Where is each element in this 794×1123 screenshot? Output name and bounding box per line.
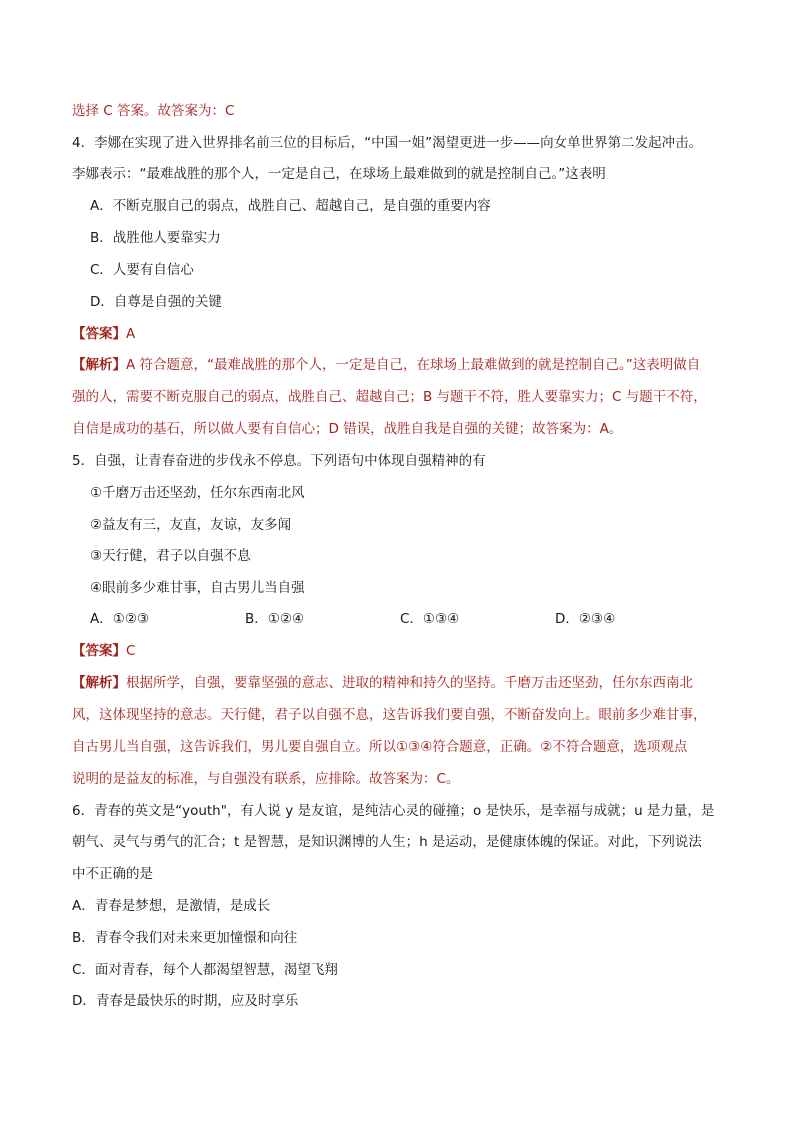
analysis-tag: 【解析】 <box>72 675 126 691</box>
q4-analysis-line-3: 自信是成功的基石，所以做人要有自信心；D 错误，战胜自我是自强的关键；故答案为：A。 <box>72 421 623 437</box>
q5-choice-a: A．①②③ <box>90 611 150 627</box>
q4-answer <box>72 324 135 344</box>
q4-analysis-line-2: 强的人，需要不断克服自己的弱点，战胜自己、超越自己；B 与题干不符，胜人要靠实力；C 与题干不符， <box>72 389 707 405</box>
q5-stem: 5．自强，让青春奋进的步伐永不停息。下列语句中体现自强精神的有 <box>72 453 486 469</box>
q6-option-d: D．青春是最快乐的时期，应及时享乐 <box>72 993 299 1009</box>
q5-choice-d: D．②③④ <box>555 611 616 627</box>
q6-option-b: B．青春令我们对未来更加憧憬和向往 <box>72 930 298 946</box>
q5-analysis-line-3: 自古男儿当自强，这告诉我们，男儿要自强自立。所以①③④符合题意，正确。②不符合题意，选项观点 <box>72 739 688 755</box>
q6-option-a: A．青春是梦想，是激情，是成长 <box>72 898 271 914</box>
q4-option-b: B．战胜他人要靠实力 <box>90 230 221 246</box>
analysis-tag: 【解析】 <box>72 357 126 373</box>
q6-option-c: C．面对青春，每个人都渴望智慧，渴望飞翔 <box>72 962 338 978</box>
q5-answer <box>72 641 135 661</box>
analysis-text: 根据所学，自强，要靠坚强的意志、进取的精神和持久的坚持。千磨万击还坚劲，任尔东西南北 <box>126 675 693 691</box>
previous-answer-line: 选择 C 答案。故答案为：C <box>72 103 235 119</box>
q5-analysis-line-4: 说明的是益友的标准，与自强没有联系，应排除。故答案为：C。 <box>72 771 460 787</box>
q6-stem-line-3: 中不正确的是 <box>72 866 153 882</box>
q4-option-d: D．自尊是自强的关键 <box>90 294 222 310</box>
q5-analysis-line-1 <box>72 673 693 693</box>
answer-value: C <box>126 643 136 659</box>
q5-item-2: ②益友有三，友直，友谅，友多闻 <box>90 517 292 533</box>
q4-option-a: A．不断克服自己的弱点，战胜自己、超越自己，是自强的重要内容 <box>90 198 491 214</box>
q5-item-1: ①千磨万击还坚劲，任尔东西南北风 <box>90 485 305 501</box>
answer-value: A <box>126 326 136 342</box>
answer-tag: 【答案】 <box>72 326 126 342</box>
q6-stem-line-1: 6．青春的英文是“youth"，有人说 y 是友谊，是纯洁心灵的碰撞；o 是快乐，是幸福与成就；u 是力量，是 <box>72 803 715 819</box>
q5-choice-b: B．①②④ <box>245 611 305 627</box>
q4-option-c: C．人要有自信心 <box>90 262 194 278</box>
q4-analysis-line-1 <box>72 355 700 375</box>
q5-choice-c: C．①③④ <box>400 611 460 627</box>
q5-item-3: ③天行健，君子以自强不息 <box>90 548 251 564</box>
q6-stem-line-2: 朝气、灵气与勇气的汇合；t 是智慧，是知识渊博的人生；h 是运动，是健康体魄的保证。对此，下列说法 <box>72 834 702 850</box>
q5-item-4: ④眼前多少难甘事，自古男儿当自强 <box>90 580 305 596</box>
q4-stem-line-1: 4．李娜在实现了进入世界排名前三位的目标后，“中国一姐”渴望更进一步——向女单世界第二发起冲击。 <box>72 135 703 151</box>
analysis-text: A 符合题意，“最难战胜的那个人，一定是自己，在球场上最难做到的就是控制自己。”这表明做自 <box>126 357 701 373</box>
answer-tag: 【答案】 <box>72 643 126 659</box>
q5-analysis-line-2: 风，这体现坚持的意志。天行健，君子以自强不息，这告诉我们要自强，不断奋发向上。眼前多少难甘事， <box>72 707 707 723</box>
q4-stem-line-2: 李娜表示：“最难战胜的那个人，一定是自己，在球场上最难做到的就是控制自己。”这表明 <box>72 166 606 182</box>
